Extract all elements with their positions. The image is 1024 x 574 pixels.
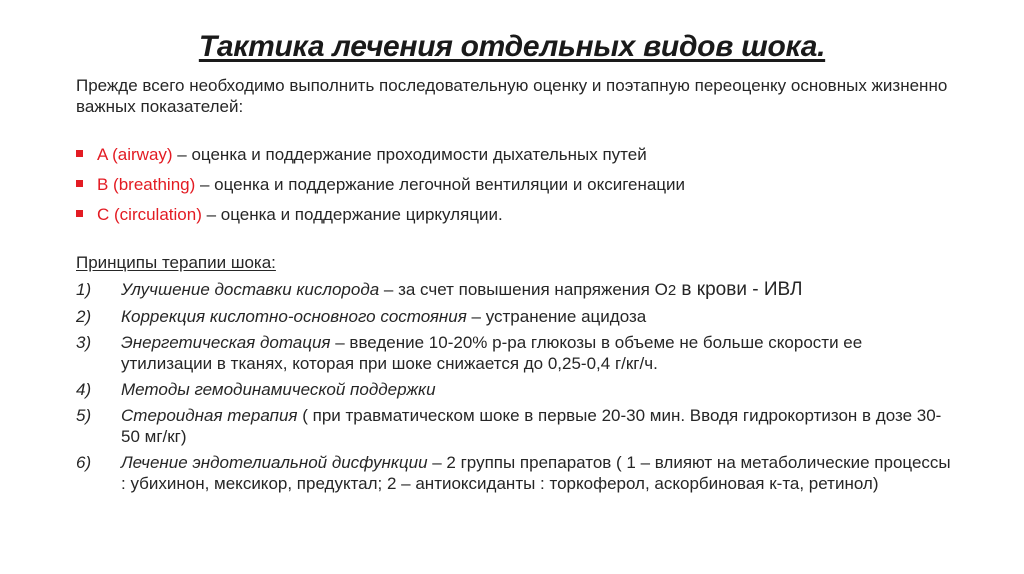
list-item-breathing [76, 174, 956, 195]
list-item-circulation [76, 204, 956, 225]
list-item [76, 332, 956, 374]
item-title: Лечение эндотелиальной дисфункции [121, 453, 428, 472]
principles-heading: Принципы терапии шока: [76, 253, 276, 272]
item-number: 4) [76, 380, 92, 399]
square-bullet-icon [76, 210, 83, 217]
list-item [76, 379, 956, 400]
list-item-airway [76, 144, 956, 165]
item-title: Улучшение доставки кислорода [121, 280, 380, 299]
item-number: 5) [76, 406, 92, 425]
intro-text: Прежде всего необходимо выполнить последовательную оценку и поэтапную переоценку основных жизненно важных показателей: [76, 76, 948, 116]
item-number: 6) [76, 453, 92, 472]
item-title: Методы гемодинамической поддержки [121, 380, 436, 399]
item-text: – устранение ацидоза [466, 307, 647, 326]
item-subscript: 2 [667, 282, 677, 299]
item-title: Коррекция кислотно-основного состояния [121, 307, 467, 326]
bullet-text: – оценка и поддержание циркуляции. [201, 205, 503, 224]
item-number: 2) [76, 307, 92, 326]
square-bullet-icon [76, 150, 83, 157]
bullet-text: – оценка и поддержание легочной вентиляции и оксигенации [195, 175, 686, 194]
slide-content [76, 75, 956, 499]
item-title: Энергетическая дотация [121, 333, 331, 352]
item-text: – введение 10-20% р-ра глюкозы в объеме не больше скорости ее утилизации в тканях, которая при шоке снижается до 0,25-0,4 г/кг/ч. [121, 333, 863, 373]
list-item [76, 405, 956, 447]
bullet-code: A (airway) [97, 145, 173, 164]
item-text: – за счет повышения напряжения О [379, 280, 668, 299]
list-item [76, 306, 956, 327]
list-item [76, 452, 956, 494]
bullet-text: – оценка и поддержание проходимости дыхательных путей [172, 145, 647, 164]
square-bullet-icon [76, 180, 83, 187]
assessment-list [76, 144, 956, 225]
item-number: 1) [76, 280, 92, 299]
bullet-code: B (breathing) [97, 175, 196, 194]
item-text: – 2 группы препаратов ( 1 – влияют на метаболические процессы : убихинон, мексикор, предуктал; 2 – антиоксиданты : торкоферол, аскорбиновая к-та, ретинол) [121, 453, 951, 493]
principles-list [76, 279, 956, 494]
item-number: 3) [76, 333, 92, 352]
list-item [76, 279, 956, 301]
item-tail: в крови - ИВЛ [676, 279, 803, 300]
item-text: ( при травматическом шоке в первые 20-30 мин. Вводя гидрокортизон в дозе 30-50 мг/кг) [121, 406, 942, 446]
item-title: Стероидная терапия [121, 406, 298, 425]
bullet-code: C (circulation) [97, 205, 202, 224]
slide-title: Тактика лечения отдельных видов шока. [198, 30, 826, 63]
